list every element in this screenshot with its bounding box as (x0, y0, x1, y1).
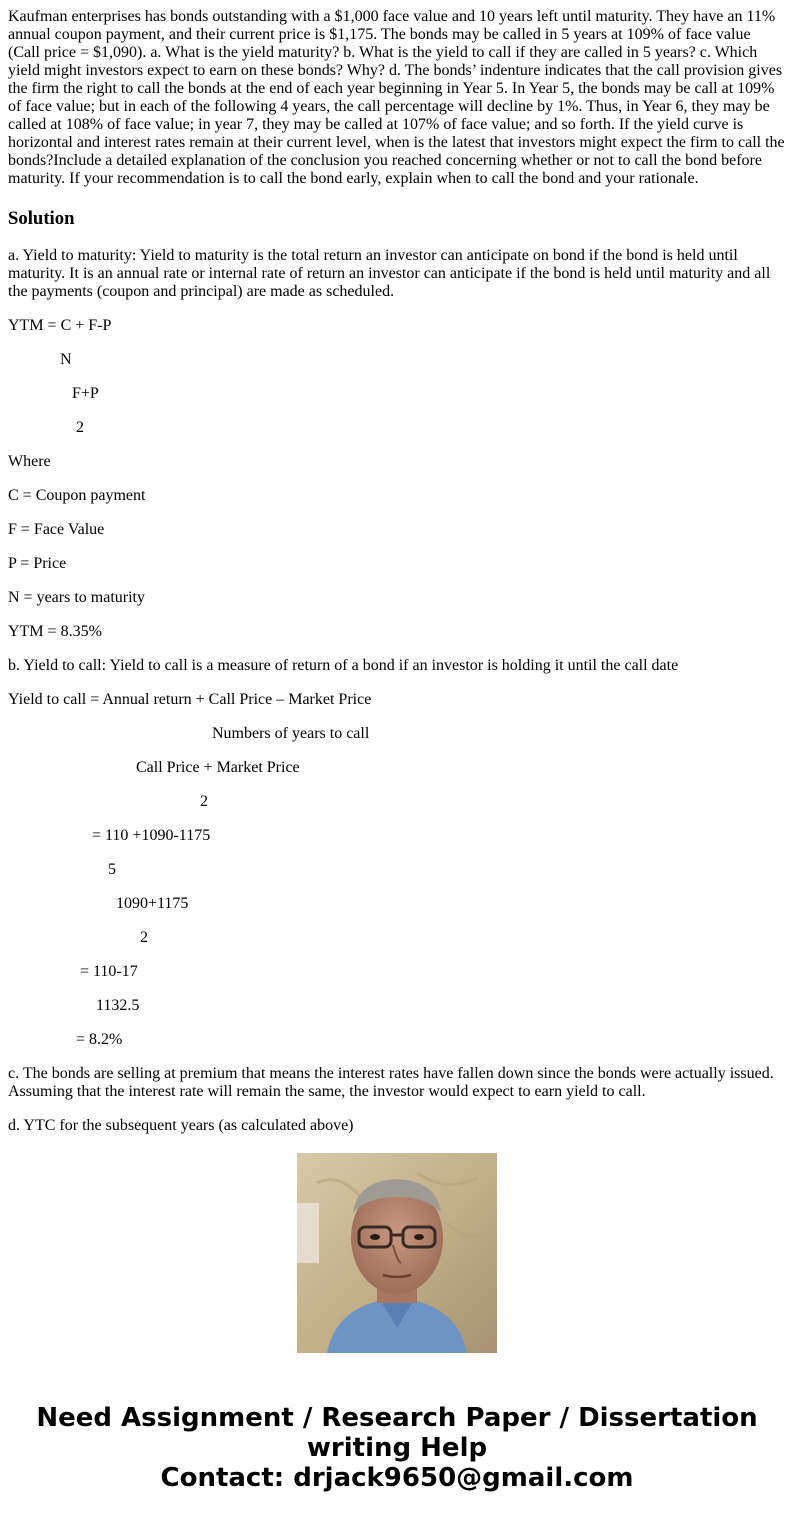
footer-contact (0, 1403, 794, 1493)
def-face-value: F = Face Value (8, 521, 105, 538)
part-b-intro: b. Yield to call: Yield to call is a measure of return of a bond if an investor is holding it until the call date (8, 657, 679, 674)
part-c-text: c. The bonds are selling at premium that means the interest rates have fallen down since the bonds were actually issued. Assuming that the interest rate will remain the same, the investor would expect to earn yield to call. (8, 1065, 774, 1100)
ytc-calc-line5: = 110-17 (80, 963, 138, 980)
question-text: Kaufman enterprises has bonds outstanding with a $1,000 face value and 10 years left until maturity. They have an 11% annual coupon payment, and their current price is $1,175. The bonds may be called in 5 years at 109% of face value (Call price = $1,090). a. What is the yield maturity? b. What is the yield to call if they are called in 5 years? c. Which yield might investors expect to earn on these bonds? Why? d. The bonds’ indenture indicates that the call provision gives the firm the right to call the bonds at the end of each year beginning in Year 5. In Year 5, the bonds may be call at 109% of face value; but in each of the following 4 years, the call percentage will decline by 1%. Thus, in Year 6, they may be called at 108% of face value; in year 7, they may be called at 107% of face value; and so forth. If the yield curve is horizontal and interest rates remain at their current level, when is the latest that investors might expect the firm to call the bonds?Include a detailed explanation of the conclusion you reached concerning whether or not to call the bond before maturity. If your recommendation is to call the bond early, explain when to call the bond and your rationale. (8, 8, 785, 187)
ytc-formula-line1: Yield to call = Annual return + Call Price – Market Price (8, 691, 372, 708)
def-price: P = Price (8, 555, 67, 572)
ytc-calc-line2: 5 (108, 861, 116, 878)
ytc-formula-line2: Numbers of years to call (212, 725, 370, 742)
part-d-text: d. YTC for the subsequent years (as calculated above) (8, 1117, 354, 1134)
def-years: N = years to maturity (8, 589, 145, 606)
def-coupon: C = Coupon payment (8, 487, 146, 504)
ytc-formula-line3: Call Price + Market Price (136, 759, 300, 776)
footer-help-text: Need Assignment / Research Paper / Dissertation writing Help (36, 1403, 758, 1463)
document-content (8, 0, 786, 1134)
footer-contact-email: Contact: drjack9650@gmail.com (160, 1463, 634, 1493)
ytm-result: YTM = 8.35% (8, 623, 102, 640)
ytm-formula-line1: YTM = C + F-P (8, 317, 112, 334)
ytc-calc-line4: 2 (140, 929, 148, 946)
ytc-calc-line1: = 110 +1090-1175 (92, 827, 211, 844)
part-a-intro: a. Yield to maturity: Yield to maturity is the total return an investor can anticipate on bond if the bond is held until maturity. It is an annual rate or internal rate of return an investor can anticipate if the bond is held until maturity and all the payments (coupon and principal) are made as scheduled. (8, 247, 771, 300)
avatar-portrait (297, 1153, 497, 1353)
avatar (297, 1153, 497, 1353)
where-label: Where (8, 453, 51, 470)
ytc-result: = 8.2% (76, 1031, 123, 1048)
ytc-calc-line3: 1090+1175 (116, 895, 189, 912)
ytm-formula-line2: N (60, 351, 72, 368)
ytc-formula-line4: 2 (200, 793, 208, 810)
ytm-formula-line4: 2 (76, 419, 84, 436)
ytm-formula-line3: F+P (72, 385, 99, 402)
ytc-calc-line6: 1132.5 (96, 997, 140, 1014)
solution-heading: Solution (8, 208, 75, 229)
